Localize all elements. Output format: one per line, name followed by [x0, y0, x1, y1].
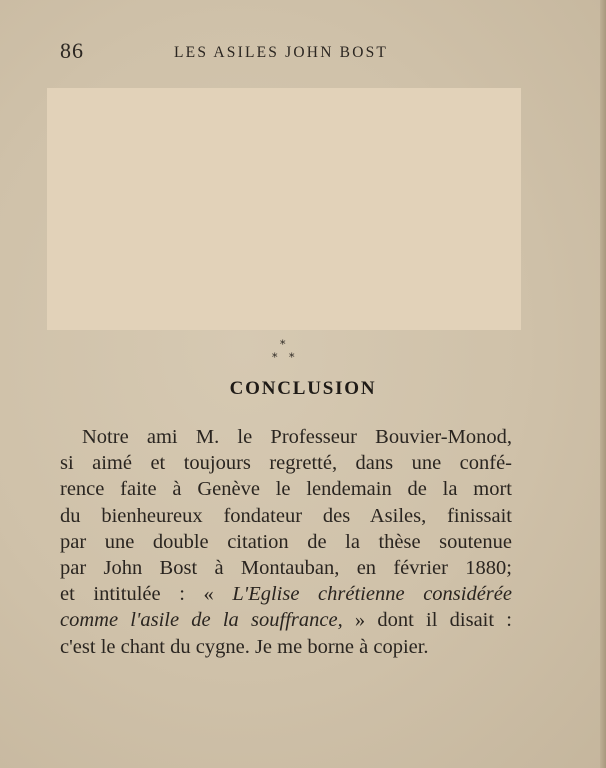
text-line: du bienheureux fondateur des Asiles, finissait — [60, 504, 512, 527]
text-line — [60, 607, 512, 633]
text-segment: » dont il disait : — [342, 609, 512, 632]
italic-title-segment: comme l'asile de la souffrance, — [60, 609, 343, 632]
asterism-ornament — [260, 338, 310, 368]
image-placeholder — [47, 88, 521, 330]
body-paragraph — [60, 424, 512, 660]
text-line: rence faite à Genève le lendemain de la mort — [60, 478, 512, 501]
text-line: par John Bost à Montauban, en février 1880; — [60, 556, 512, 579]
text-line: si aimé et toujours regretté, dans une confé- — [60, 452, 512, 475]
italic-title-segment: L'Eglise chrétienne considérée — [232, 583, 512, 606]
page-number: 86 — [60, 38, 84, 63]
text-line — [60, 581, 512, 607]
text-line: c'est le chant du cygne. Je me borne à copier. — [60, 635, 429, 658]
asterism-star: * — [280, 338, 286, 351]
text-line: Notre ami M. le Professeur Bouvier-Monod, — [82, 426, 512, 448]
asterism-star: * — [272, 351, 278, 364]
asterism-star: * — [289, 351, 295, 364]
running-title: LES ASILES JOHN BOST — [174, 44, 389, 61]
section-title: CONCLUSION — [229, 378, 377, 399]
text-segment: et intitulée : « — [60, 583, 233, 606]
text-line: par une double citation de la thèse soutenue — [60, 530, 512, 553]
